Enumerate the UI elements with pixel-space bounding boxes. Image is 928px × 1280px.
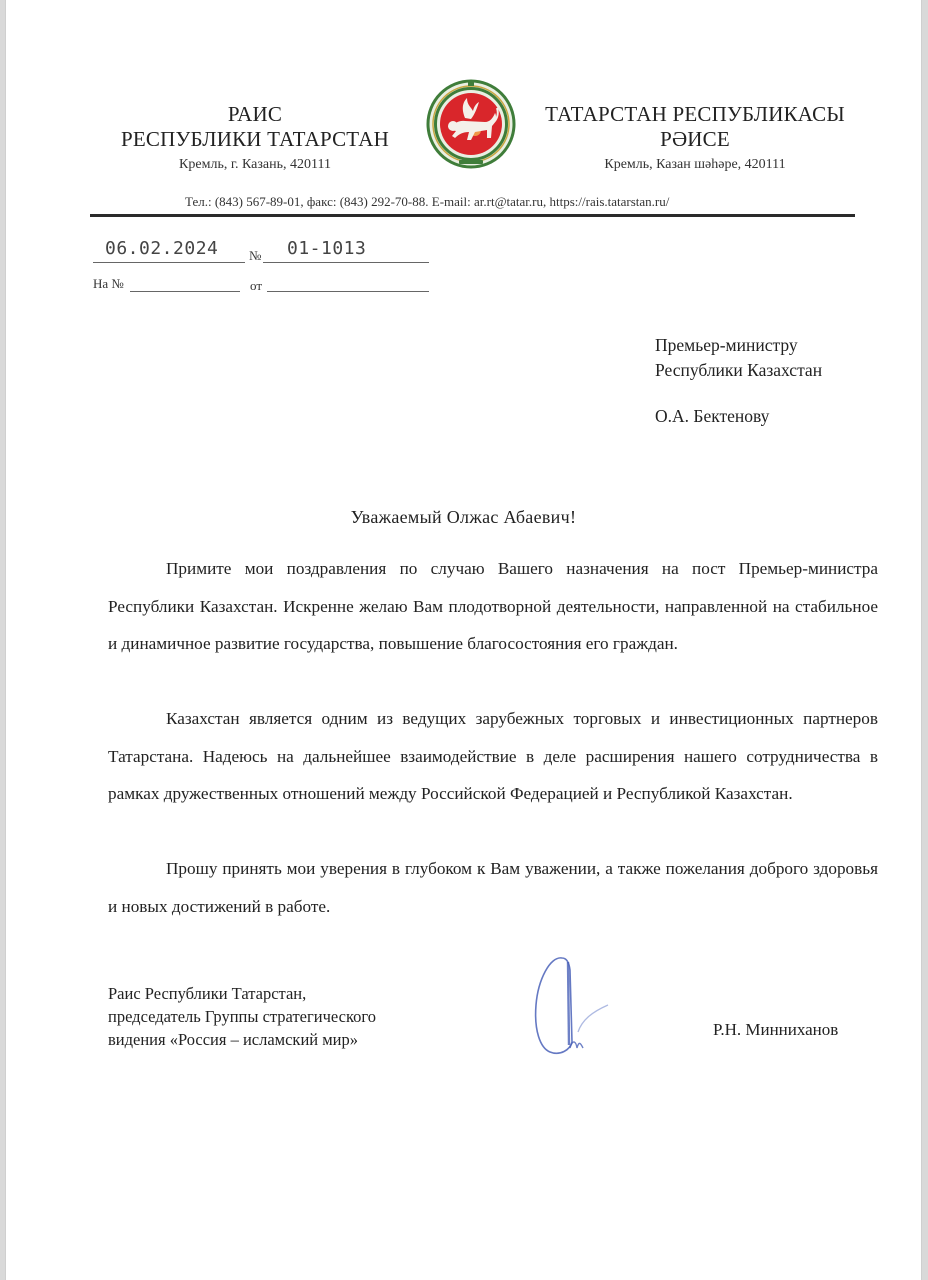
letter-page: [5, 0, 922, 1280]
paragraph-text: Примите мои поздравления по случаю Вашего назначения на пост Премьер-министра Республики Казахстан. Искренне желаю Вам плодотворной деятельности, направленной на стабильное и динамичное развитие государства, повышение благосостояния его граждан.: [108, 559, 878, 653]
registration-date: 06.02.2024: [105, 238, 219, 259]
addressee-position: Премьер-министру: [655, 335, 798, 355]
letter-paragraph-3: [108, 850, 878, 925]
letter-paragraph-1: [108, 550, 878, 663]
registration-date-underline: [93, 262, 245, 263]
registration-number: 01-1013: [287, 238, 367, 259]
registration-number-underline: [263, 262, 429, 263]
addressee-country: Республики Казахстан: [655, 360, 823, 380]
signatory-title-line-2: председатель Группы стратегического: [108, 1007, 376, 1026]
from-label: от: [250, 278, 263, 293]
letter-paragraph-2: [108, 700, 878, 813]
reply-to-label: На №: [93, 276, 124, 291]
header-left-address: Кремль, г. Казань, 420111: [179, 157, 331, 172]
paragraph-text: Прошу принять мои уверения в глубоком к Вам уважении, а также пожелания доброго здоровья и новых достижений в работе.: [108, 859, 878, 916]
header-contacts: Тел.: (843) 567-89-01, факс: (843) 292-70-88. E-mail: ar.rt@tatar.ru, https://rais.tatarstan.ru/: [185, 194, 670, 209]
registration-number-label: №: [249, 248, 262, 263]
header-left-block: [90, 102, 420, 176]
tatarstan-coat-of-arms-icon: [425, 78, 517, 170]
header-right-title-1: ТАТАРСТАН РЕСПУБЛИКАСЫ: [545, 102, 845, 126]
header-right-title-2: РӘИСЕ: [660, 127, 730, 151]
header-left-title-1: РАИС: [227, 102, 283, 126]
handwritten-signature-icon: [520, 950, 620, 1060]
addressee-name: О.А. Бектенову: [655, 406, 770, 426]
reply-to-underline: [130, 291, 240, 292]
salutation: Уважаемый Олжас Абаевич!: [350, 507, 577, 527]
header-right-address: Кремль, Казан шәһәре, 420111: [604, 157, 786, 172]
header-divider: [90, 214, 855, 217]
signatory-title: [108, 982, 376, 1051]
signatory-title-line-3: видения «Россия – исламский мир»: [108, 1030, 359, 1049]
signatory-name: Р.Н. Минниханов: [713, 1020, 839, 1039]
header-right-block: [535, 102, 855, 176]
signatory-title-line-1: Раис Республики Татарстан,: [108, 984, 307, 1003]
from-underline: [267, 291, 429, 292]
paragraph-text: Казахстан является одним из ведущих зарубежных торговых и инвестиционных партнеров Татарстана. Надеюсь на дальнейшее взаимодействие в деле расширения нашего сотрудничества в рамках дружественных отношений между Российской Федерацией и Республикой Казахстан.: [108, 709, 878, 803]
header-left-title-2: РЕСПУБЛИКИ ТАТАРСТАН: [120, 127, 390, 151]
addressee-block: [655, 333, 822, 383]
